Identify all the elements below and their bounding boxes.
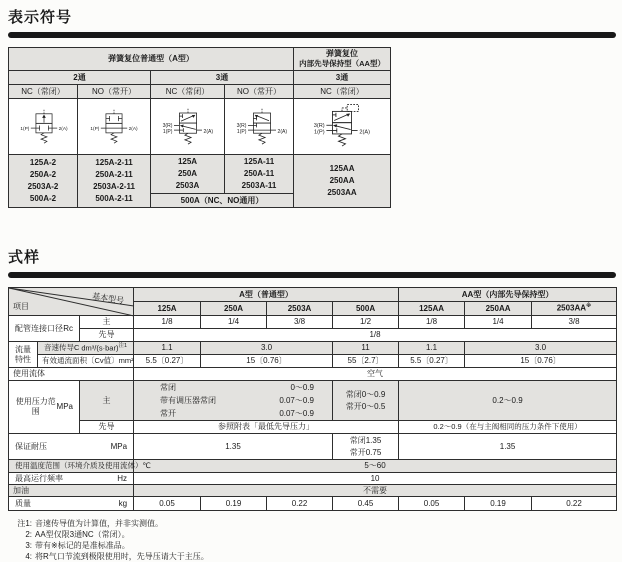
footnote-prefix: 2: [25,530,32,539]
port-label-a: 2(A) [128,126,138,132]
model-item: 250A-2-11 [95,170,133,179]
proof-label: 保证耐压 [15,441,47,451]
model-item: 2503A [175,181,200,190]
footnotes [8,518,616,562]
model-item: 2503AA [327,188,357,197]
proof-unit: MPa [110,441,128,451]
piping-unit: Rc [63,323,73,333]
piping-pilot-value: 1/8 [134,329,617,342]
sonic-125a: 1.1 [134,342,201,355]
valve-symbol-aa-pilot-nc-icon [303,100,381,154]
mass-500a: 0.45 [333,497,399,511]
pressure-main-a-cell [134,381,333,421]
pressure-line [136,407,330,420]
spec-group-aa-header: AA型（内部先导保持型） [399,288,617,302]
row-label-pressure [9,381,80,434]
row-label-temp [9,460,151,473]
cv-250aa-2503aa: 15〔0.76〕 [465,355,617,368]
section-divider-bar [8,272,616,278]
pressure-line [136,394,330,407]
subheader-2way: 2通 [9,71,151,85]
row-sublabel-piping-main: 主 [80,316,134,329]
proof-a-value: 1.35 [134,434,333,460]
pressure-line [136,381,330,394]
row-label-oil: 加油 [9,485,134,497]
sonic-500a: 11 [333,342,399,355]
oil-value: 不需要 [134,485,617,497]
cv-500a: 55〔2.7〕 [333,355,399,368]
spec-model-2503aa [532,302,617,316]
proof-500a-cell [333,434,399,460]
temp-value: 5～60 [134,460,617,473]
fluid-value: 空气 [134,368,617,381]
valve-symbol-2port-nc-icon [11,100,77,154]
mass-2503a: 0.22 [267,497,333,511]
footnote-text: 将R气口节流到极限使用时，先导压请大于主压。 [35,552,209,561]
col-header-aanc: NC（常闭） [294,85,391,99]
model-item: 250A-11 [243,169,275,178]
piping-main-500a: 1/2 [333,316,399,329]
model-item: 125A-11 [243,157,275,166]
spec-model-500a: 500A [333,302,399,316]
model-item: 500A-2-11 [95,194,133,203]
model-item: 250A-2 [29,170,57,179]
piping-main-125a: 1/8 [134,316,201,329]
spec-model-125aa: 125AA [399,302,465,316]
row-sublabel-cv: 有效通流面积〔Cv值〕mm² [38,355,134,368]
symbol-cell-3no [225,99,294,155]
model-item: 2503A-2-11 [93,182,135,191]
port-label-a: 2(A) [359,129,371,135]
piping-main-2503a: 3/8 [267,316,333,329]
row-label-fluid: 使用流体 [9,368,134,381]
semi-standard-mark: ※ [586,303,592,310]
symbols-section-title: 表示符号 [8,9,73,26]
mass-250a: 0.19 [201,497,267,511]
port-label-a: 2(A) [203,128,214,135]
proof-500a-no: 常开0.75 [349,447,382,457]
valve-symbol-3port-no-icon [227,100,297,154]
pressure-main-aa-cell: 0.2～0.9 [399,381,617,421]
cv-125aa: 5.5〔0.27〕 [399,355,465,368]
pressure-500a-no: 常开0～0.5 [345,401,386,411]
piping-main-2503aa: 3/8 [532,316,617,329]
model-item: 2503A-11 [241,181,277,190]
sonic-unit [81,343,127,353]
spec-group-a-header: A型（普通型） [134,288,399,302]
row-label-mass [9,497,134,511]
corner-label-item: 项目 [13,302,29,311]
corner-header-cell [9,288,134,316]
models-3no-cell [225,155,294,194]
spec-section-title: 式样 [8,249,41,266]
sonic-125aa: 1.1 [399,342,465,355]
piping-main-125aa: 1/8 [399,316,465,329]
footnote-text: 带有※标记的是准标准品。 [35,541,130,550]
symbol-cell-2nc [9,99,78,155]
piping-label: 配管连接口径 [15,323,63,333]
proof-aa-value: 1.35 [399,434,617,460]
port-label-r: 3(R) [313,122,325,129]
piping-main-250a: 1/4 [201,316,267,329]
col-header-2nc: NC（常闭） [9,85,78,99]
port-label-a: 2(A) [277,128,288,135]
pressure-range: 0.07～0.9 [279,409,315,418]
mass-2503aa: 0.22 [532,497,617,511]
pressure-cond: 常开 [160,409,177,418]
cv-125a: 5.5〔0.27〕 [134,355,201,368]
models-3nc-cell [151,155,225,194]
port-label-p: 1(P) [20,126,30,132]
spec-model-2503a: 2503A [267,302,333,316]
port-label-r: 3(R) [162,122,173,129]
valve-symbol-2port-no-icon [81,100,147,154]
models-2nc-cell [9,155,78,208]
sonic-label: 音速传导C [44,343,80,353]
group-header-a-type: 弹簧复位普通型（A型） [9,48,294,71]
pressure-pilot-aa-cell: 0.2～0.9（在与主阀相同的压力条件下使用） [399,421,617,434]
row-label-piping [9,316,80,342]
row-sublabel-piping-pilot: 先导 [80,329,134,342]
aa-header-line2: 内部先导保持型（AA型） [299,59,385,68]
mass-250aa: 0.19 [465,497,532,511]
model-item: 125A [177,157,198,166]
footnote-2 [8,529,616,540]
row-label-flow [9,342,38,368]
pressure-cond: 常闭 [160,383,177,392]
subheader-3way-aa: 3通 [294,71,391,85]
symbol-cell-2no [78,99,151,155]
model-item: 125AA [329,164,355,173]
model-item: 250AA [329,176,355,185]
freq-value: 10 [134,473,617,485]
aa-header-line1: 弹簧复位 [326,49,359,58]
cv-250a-2503a: 15〔0.76〕 [201,355,333,368]
sonic-note-ref: 注1 [118,343,128,350]
mass-125aa: 0.05 [399,497,465,511]
pressure-range: 0～0.9 [290,383,315,392]
footnote-3 [8,540,616,551]
temp-unit: ℃ [142,461,151,471]
footnote-prefix: 4: [25,552,32,561]
corner-label-model: 基本型号 [91,291,125,306]
port-label-r: 3(R) [236,122,247,129]
pressure-main-500a-cell [333,381,399,421]
row-sublabel-pressure-main: 主 [80,381,134,421]
models-aa-cell [294,155,391,208]
subheader-3way: 3通 [151,71,294,85]
footnote-text: 音速传导值为计算值，并非实测值。 [35,519,163,528]
mass-125a: 0.05 [134,497,201,511]
col-header-3nc: NC（常闭） [151,85,225,99]
temp-label: 使用温度范围（环境介质及使用流体） [15,461,143,471]
pressure-label: 使用压力范围 [15,397,56,416]
row-sublabel-pressure-pilot: 先导 [80,421,134,434]
spec-model-250aa: 250AA [465,302,532,316]
pressure-500a-nc: 常闭0～0.9 [345,389,386,399]
proof-500a-nc: 常闭1.35 [349,435,382,445]
port-label-p: 1(P) [162,128,173,135]
spec-model-125a: 125A [134,302,201,316]
sonic-250aa-2503aa: 3.0 [465,342,617,355]
spec-model-2503aa-text: 2503AA [556,303,587,313]
port-label-p: 1(P) [90,126,100,132]
port-label-p: 1(P) [236,128,247,135]
symbol-cell-3nc [151,99,225,155]
model-item: 500A-2 [29,194,57,203]
row-label-proof [9,434,134,460]
footnote-prefix: 3: [25,541,32,550]
valve-symbol-3port-nc-icon [153,100,223,154]
sonic-250a-2503a: 3.0 [201,342,333,355]
model-3way-common-cell: 500A（NC、NO通用） [151,194,294,208]
col-header-3no: NO（常开） [225,85,294,99]
mass-unit: kg [118,498,128,508]
symbol-cell-aa [294,99,391,155]
section-divider-bar [8,32,616,38]
flow-label-line1: 流量 [15,344,31,354]
pressure-range: 0.07～0.9 [279,396,315,405]
symbols-table [8,47,391,208]
piping-main-250aa: 1/4 [465,316,532,329]
spec-model-250a: 250A [201,302,267,316]
port-label-p: 1(P) [314,129,325,135]
freq-unit: Hz [117,473,128,483]
pressure-cond: 带有调压器常闭 [160,396,217,405]
col-header-2no: NO（常开） [78,85,151,99]
row-sublabel-sonic [38,342,134,355]
pressure-unit: MPa [56,402,73,411]
footnote-text: AA型仅限3通NC（常闭）。 [35,530,130,539]
model-item: 2503A-2 [27,182,59,191]
pressure-pilot-a-cell: 参照附表「最低先导压力」 [134,421,399,434]
group-header-aa-type [294,48,391,71]
footnote-prefix: 注1: [17,519,32,528]
sonic-unit-text: dm³/(s·bar) [81,343,119,353]
port-label-a: 2(A) [58,126,68,132]
footnote-4 [8,551,616,562]
freq-label: 最高运行频率 [15,473,63,483]
row-label-freq [9,473,134,485]
models-2no-cell [78,155,151,208]
footnote-1 [8,518,616,529]
model-item: 125A-2-11 [95,158,133,167]
flow-label-line2: 特性 [15,354,31,364]
spec-table [8,287,617,511]
model-item: 250A [177,169,198,178]
model-item: 125A-2 [29,158,57,167]
mass-label: 质量 [15,498,31,508]
